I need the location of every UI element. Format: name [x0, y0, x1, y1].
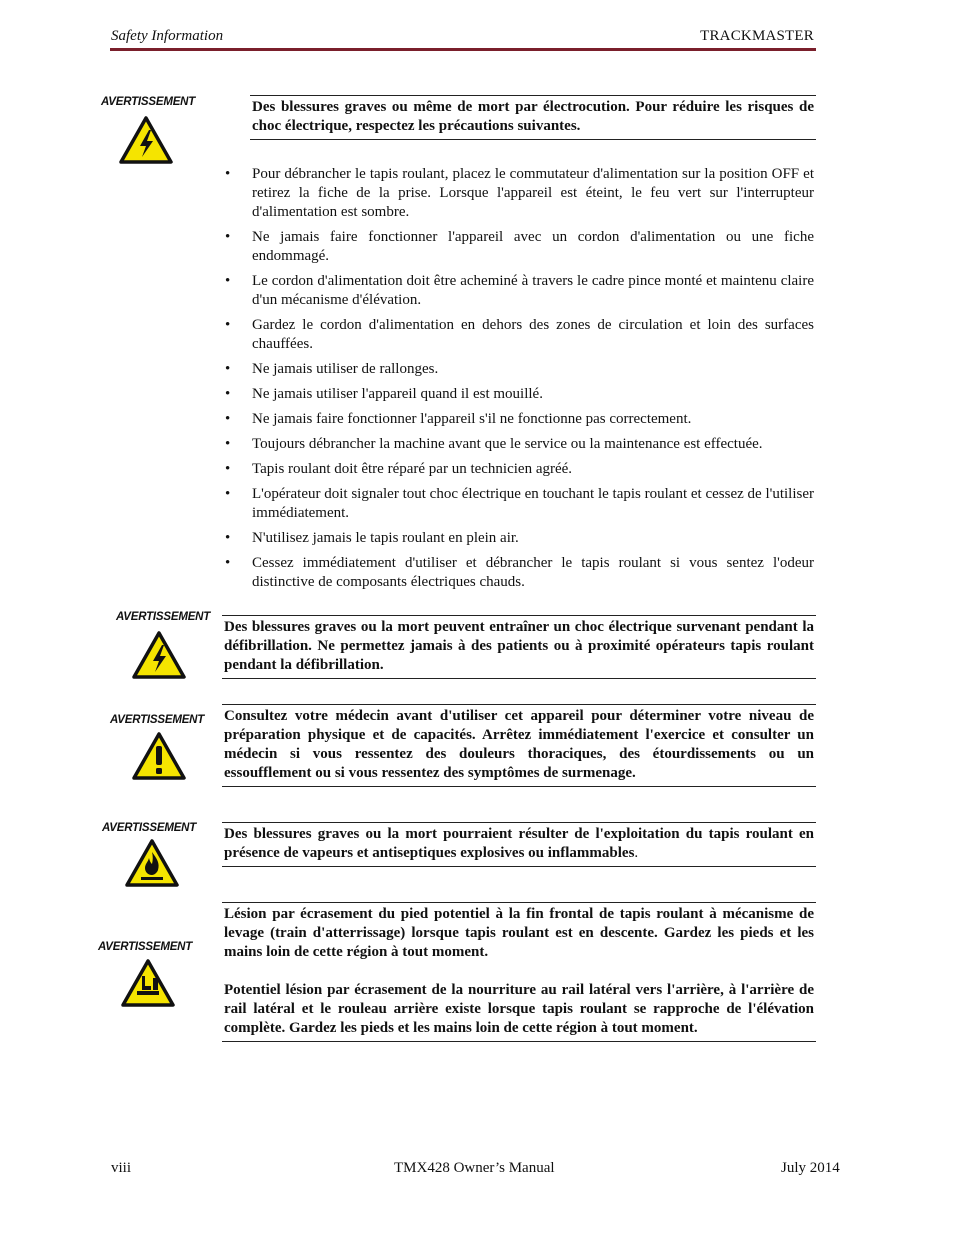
list-item: • L'opérateur doit signaler tout choc électrique en touchant le tapis roulant et cessez de l'utiliser immédiatement. [225, 485, 814, 523]
footer-manual-title: TMX428 Owner’s Manual [394, 1160, 555, 1176]
warning-label: AVERTISSEMENT [98, 941, 193, 953]
list-item: • Ne jamais faire fonctionner l'appareil avec un cordon d'alimentation ou une fiche endommagé. [225, 228, 814, 266]
list-item: • Tapis roulant doit être réparé par un technicien agréé. [225, 460, 814, 479]
warning-label: AVERTISSEMENT [101, 96, 196, 108]
list-item: • Ne jamais utiliser l'appareil quand il est mouillé. [225, 385, 814, 404]
flammable-hazard-icon [124, 838, 180, 888]
warning-text: Des blessures graves ou la mort pourraient résulter de l'exploitation du tapis roulant en présence de vapeurs et antiseptiques explosives ou inflammables [224, 826, 814, 861]
warning-text: Consultez votre médecin avant d'utiliser cet appareil pour déterminer votre niveau de préparation physique et de capacités. Arrêtez immédiatement l'exercice et consulter un médecin si vous ressentez des douleurs thoraciques, des étourdissements ou un essoufflement ou si vous ressentez des symptômes de surmenage. [224, 708, 814, 781]
list-item: • Pour débrancher le tapis roulant, placez le commutateur d'alimentation sur la position OFF et retirez la fiche de la prise. Lorsque l'appareil est éteint, le feu vert sur l'interrupteur d'alimentation est sombre. [225, 165, 814, 222]
warning-text: Des blessures graves ou même de mort par électrocution. Pour réduire les risques de choc électrique, respectez les précautions suivantes. [252, 99, 814, 134]
warning-label: AVERTISSEMENT [116, 611, 211, 623]
list-item: • Toujours débrancher la machine avant que le service ou la maintenance est effectuée. [225, 435, 814, 454]
warning-text: Potentiel lésion par écrasement de la nourriture au rail latéral vers l'arrière, à l'arrière de rail latéral et le rouleau arrière existe lorsque tapis roulant se rapproche de l'élévation complète. Gardez les pieds et les mains loin de cette région à tout moment. [224, 982, 814, 1036]
footer-date: July 2014 [781, 1160, 840, 1176]
list-item: • Le cordon d'alimentation doit être acheminé à travers le cadre pince monté et maintenu claire d'un mécanisme d'élévation. [225, 272, 814, 310]
header-rule [110, 48, 816, 51]
list-item: • Gardez le cordon d'alimentation en dehors des zones de circulation et loin des surfaces chauffées. [225, 316, 814, 354]
list-item: • N'utilisez jamais le tapis roulant en plein air. [225, 529, 814, 548]
warning-electrocution [250, 95, 816, 140]
list-item: • Ne jamais utiliser de rallonges. [225, 360, 814, 379]
electrical-hazard-icon [118, 115, 174, 165]
warning-text: Lésion par écrasement du pied potentiel à la fin frontal de tapis roulant à mécanisme de levage (train d'atterrissage) lorsque tapis roulant est en descente. Gardez les pieds et les mains loin de cette région à tout moment. [224, 906, 814, 960]
electrical-hazard-icon [131, 630, 187, 680]
warning-label: AVERTISSEMENT [102, 822, 197, 834]
header-brand: TRACKMASTER [700, 28, 814, 44]
warning-label: AVERTISSEMENT [110, 714, 205, 726]
crush-hazard-icon [120, 958, 176, 1008]
warning-crush-hazard [222, 902, 816, 1042]
warning-defibrillation [222, 615, 816, 679]
footer-page-number: viii [111, 1160, 132, 1176]
precautions-list [225, 165, 814, 598]
warning-consult-physician [222, 704, 816, 787]
list-item: • Ne jamais faire fonctionner l'appareil s'il ne fonctionne pas correctement. [225, 410, 814, 429]
header-section-title: Safety Information [111, 28, 224, 44]
warning-text: Des blessures graves ou la mort peuvent entraîner un choc électrique survenant pendant la défibrillation. Ne permettez jamais à des patients ou à proximité opérateurs tapis roulant pendant la défibrillation. [224, 619, 814, 673]
exclamation-warning-icon [131, 731, 187, 781]
warning-text-period: . [634, 845, 639, 861]
warning-flammable-vapors [222, 822, 816, 867]
list-item: • Cessez immédiatement d'utiliser et débrancher le tapis roulant si vous sentez l'odeur distinctive de composants électriques chauds. [225, 554, 814, 592]
